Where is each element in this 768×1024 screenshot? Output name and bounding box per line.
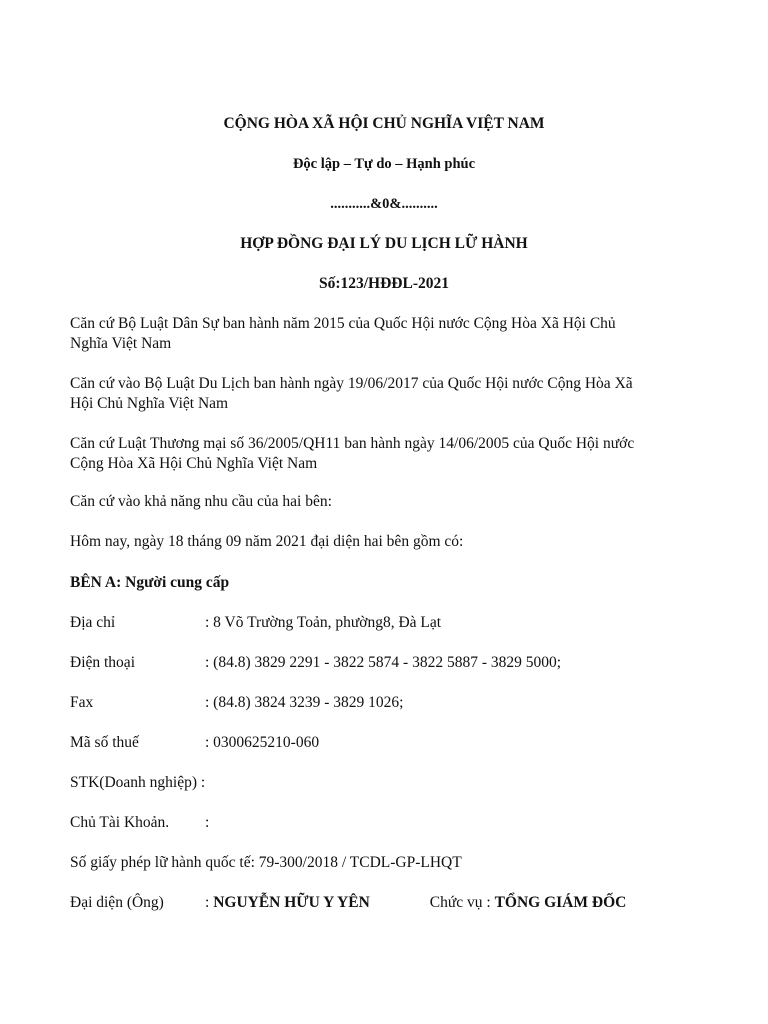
account-holder-row — [70, 813, 209, 833]
tax-label: Mã số thuế — [70, 734, 139, 751]
rep-label: Đại diện (Ông) — [70, 894, 164, 911]
rep-colon: : — [205, 894, 210, 911]
basis-4: Căn cứ vào khả năng nhu cầu của hai bên: — [70, 493, 332, 510]
party-a-heading: BÊN A: Người cung cấp — [70, 574, 230, 591]
fax-value: : (84.8) 3824 3239 - 3829 1026; — [205, 694, 404, 711]
basis-2-line1: Căn cứ vào Bộ Luật Du Lịch ban hành ngày 19/06/2017 của Quốc Hội nước Cộng Hòa Xã — [70, 375, 633, 392]
address-row — [70, 613, 441, 633]
phone-label: Điện thoại — [70, 654, 135, 671]
rep-name: NGUYỄN HỮU Y YÊN — [213, 894, 370, 911]
national-title: CỘNG HÒA XÃ HỘI CHỦ NGHĨA VIỆT NAM — [223, 115, 545, 132]
bank-account: STK(Doanh nghiệp) : — [70, 774, 206, 791]
basis-2-line2: Hội Chủ Nghĩa Việt Nam — [70, 395, 229, 412]
tax-row — [70, 733, 319, 753]
basis-1-line2: Nghĩa Việt Nam — [70, 335, 172, 352]
address-value: : 8 Võ Trường Toản, phường8, Đà Lạt — [205, 614, 442, 631]
contract-title: HỢP ĐỒNG ĐẠI LÝ DU LỊCH LỮ HÀNH — [240, 235, 528, 252]
basis-3-line2: Cộng Hòa Xã Hội Chủ Nghĩa Việt Nam — [70, 455, 318, 472]
phone-row — [70, 653, 561, 673]
account-holder-label: Chủ Tài Khoản. — [70, 814, 170, 831]
fax-label: Fax — [70, 694, 94, 711]
motto: Độc lập – Tự do – Hạnh phúc — [292, 156, 476, 172]
today-statement: Hôm nay, ngày 18 tháng 09 năm 2021 đại diện hai bên gồm có: — [70, 533, 464, 550]
ornament: ...........&0&.......... — [330, 196, 438, 212]
basis-1-line1: Căn cứ Bộ Luật Dân Sự ban hành năm 2015 của Quốc Hội nước Cộng Hòa Xã Hội Chủ — [70, 315, 616, 332]
position-value: TỔNG GIÁM ĐỐC — [494, 894, 627, 911]
representative-row — [70, 893, 626, 913]
tax-value: : 0300625210-060 — [205, 734, 320, 751]
fax-row — [70, 693, 403, 713]
position-label: Chức vụ : — [429, 894, 491, 911]
license-number: Số giấy phép lữ hành quốc tế: 79-300/2018 / TCDL-GP-LHQT — [70, 854, 462, 871]
contract-number: Số:123/HĐĐL-2021 — [318, 275, 450, 292]
address-label: Địa chỉ — [70, 614, 116, 631]
account-holder-value: : — [205, 814, 210, 831]
basis-3-line1: Căn cứ Luật Thương mại số 36/2005/QH11 ban hành ngày 14/06/2005 của Quốc Hội nước — [70, 435, 635, 452]
phone-value: : (84.8) 3829 2291 - 3822 5874 - 3822 5887 - 3829 5000; — [205, 654, 562, 671]
